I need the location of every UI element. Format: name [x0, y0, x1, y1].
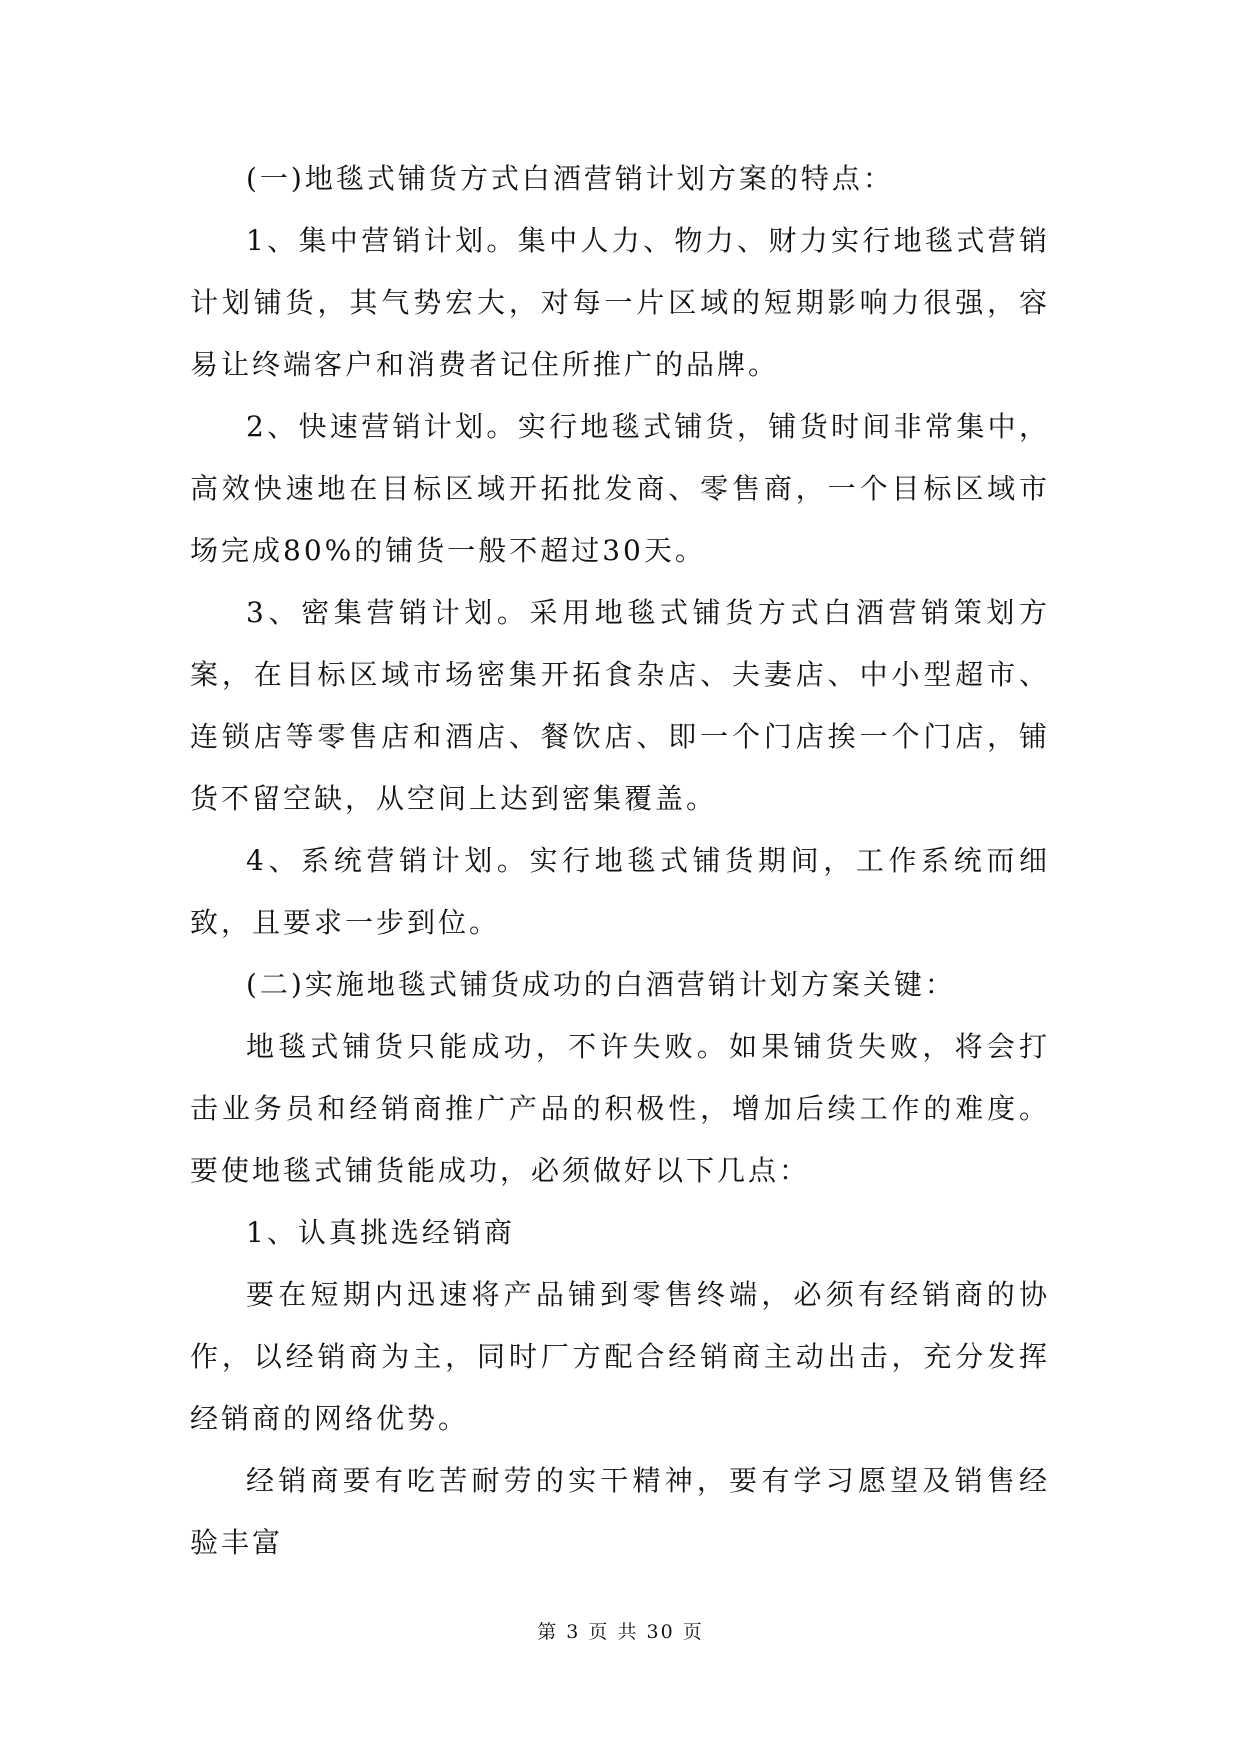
paragraph-item-2-fast: 2、快速营销计划。实行地毯式铺货，铺货时间非常集中，高效快速地在目标区域开拓批发商、零售商，一个目标区域市场完成80%的铺货一般不超过30天。: [190, 410, 1050, 567]
paragraph-keys-intro: 地毯式铺货只能成功，不许失败。如果铺货失败，将会打击业务员和经销商推广产品的积极性，增加后续工作的难度。要使地毯式铺货能成功，必须做好以下几点：: [190, 1030, 1050, 1187]
paragraph-item-4-systematic: 4、系统营销计划。实行地毯式铺货期间，工作系统而细致，且要求一步到位。: [190, 844, 1050, 939]
paragraph-item-1-concentrated: 1、集中营销计划。集中人力、物力、财力实行地毯式营销计划铺货，其气势宏大，对每一片区域的短期影响力很强，容易让终端客户和消费者记住所推广的品牌。: [190, 224, 1050, 381]
section-heading-keys: (二)实施地毯式铺货成功的白酒营销计划方案关键：: [246, 968, 956, 1001]
page-footer: [0, 1617, 1241, 1644]
page-number-label: 第 3 页 共 30 页: [537, 1621, 704, 1643]
paragraph-subheading-select-dealer: 1、认真挑选经销商: [246, 1216, 515, 1249]
section-heading-characteristics: (一)地毯式铺货方式白酒营销计划方案的特点：: [246, 162, 894, 195]
paragraph-item-3-dense: 3、密集营销计划。采用地毯式铺货方式白酒营销策划方案，在目标区域市场密集开拓食杂店、夫妻店、中小型超市、连锁店等零售店和酒店、餐饮店、即一个门店挨一个门店，铺货不留空缺，从空间上达到密集覆盖。: [190, 596, 1050, 815]
paragraph-dealer-requirements: 经销商要有吃苦耐劳的实干精神，要有学习愿望及销售经验丰富: [190, 1464, 1050, 1559]
paragraph-dealer-cooperation: 要在短期内迅速将产品铺到零售终端，必须有经销商的协作，以经销商为主，同时厂方配合经销商主动出击，充分发挥经销商的网络优势。: [190, 1278, 1050, 1435]
document-body: [190, 148, 1050, 1574]
